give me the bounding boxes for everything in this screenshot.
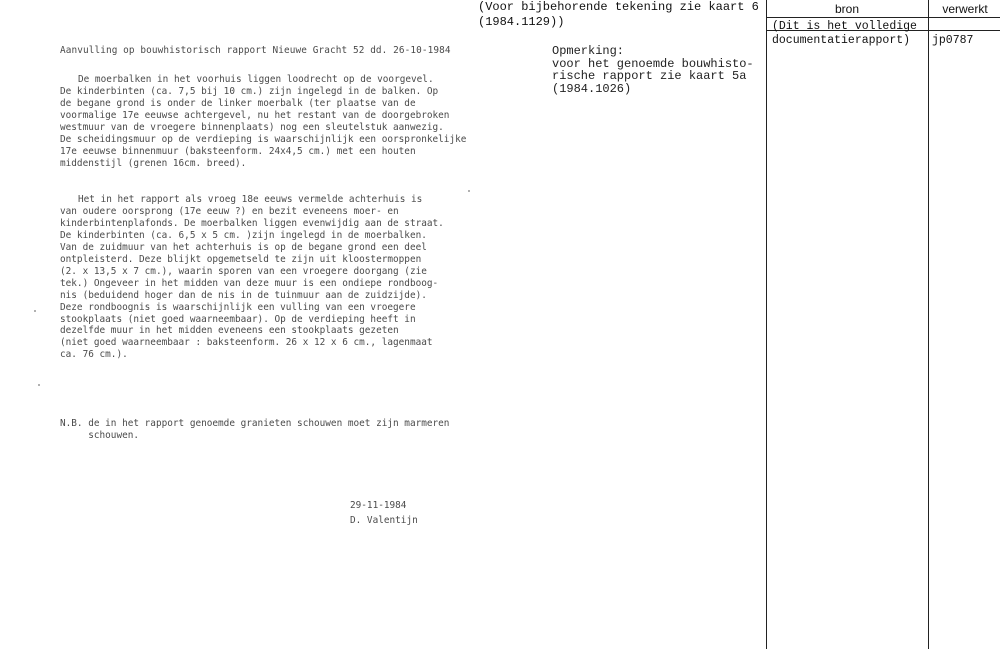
signature-name: D. Valentijn xyxy=(350,515,418,526)
report-title: Aanvulling op bouwhistorisch rapport Nieuwe Gracht 52 dd. 26-10-1984 xyxy=(60,45,451,56)
header-rule-top xyxy=(766,17,1000,18)
remark-line: voor het genoemde bouwhisto- xyxy=(552,56,754,71)
verwerkt-header: verwerkt xyxy=(942,2,988,16)
remark-line: (1984.1026) xyxy=(552,81,632,96)
drawing-reference-note xyxy=(478,0,768,30)
bron-header: bron xyxy=(834,2,860,16)
signature-block xyxy=(350,498,418,528)
text-line: tek.) Ongeveer in het midden van deze muur is een ondiepe rondboog- xyxy=(60,277,439,289)
remark-block xyxy=(552,45,754,95)
text-line: Van de zuidmuur van het achterhuis is op de begane grond een deel xyxy=(60,241,427,253)
text-line: Deze rondboognis is waarschijnlijk een vulling van een vroegere xyxy=(60,301,416,313)
verwerkt-value: jp0787 xyxy=(932,34,974,47)
scan-speck xyxy=(468,190,470,192)
bron-line-1: (Dit is het volledige xyxy=(772,20,917,33)
text-line: ontpleisterd. Deze blijkt opgemetseld te zijn uit kloostermoppen xyxy=(60,253,422,265)
text-line: De kinderbinten (ca. 6,5 x 5 cm. )zijn ingelegd in de moerbalken. xyxy=(60,229,427,241)
text-line: De kinderbinten (ca. 7,5 bij 10 cm.) zijn ingelegd in de balken. Op xyxy=(60,85,439,97)
text-line: schouwen. xyxy=(60,429,140,441)
text-line: van oudere oorsprong (17e eeuw ?) en bezit eveneens moer- en xyxy=(60,205,399,217)
column-divider-right xyxy=(928,0,929,649)
scan-speck xyxy=(34,310,36,312)
paragraph-front-house xyxy=(60,74,466,170)
text-line: nis (beduidend hoger dan de nis in de tuinmuur aan de zuidzijde). xyxy=(60,289,427,301)
signature-date: 29-11-1984 xyxy=(350,500,407,511)
remark-line: rische rapport zie kaart 5a xyxy=(552,69,747,83)
scan-speck xyxy=(38,384,40,386)
text-line: middenstijl (grenen 16cm. breed). xyxy=(60,157,247,169)
paragraph-rear-house xyxy=(60,194,444,361)
text-line: westmuur van de vroegere binnenplaats) nog een sleutelstuk aanwezig. xyxy=(60,121,444,133)
remark-heading: Opmerking: xyxy=(552,44,625,58)
text-line: N.B. de in het rapport genoemde granieten schouwen moet zijn marmeren xyxy=(60,418,450,429)
text-line: De moerbalken in het voorhuis liggen loodrecht op de voorgevel. xyxy=(78,74,434,85)
column-divider-left xyxy=(766,0,767,649)
text-line: dezelfde muur in het midden eveneens een stookplaats gezeten xyxy=(60,325,399,337)
text-line: (2. x 13,5 x 7 cm.), waarin sporen van een vroegere doorgang (zie xyxy=(60,265,427,277)
text-line: De scheidingsmuur op de verdieping is waarschijnlijk een oorspronkelijke xyxy=(60,133,467,145)
text-line: voormalige 17e eeuwse achtergevel, nu het restant van de doorgebroken xyxy=(60,109,450,121)
text-line: de begane grond is onder de linker moerbalk (ter plaatse van de xyxy=(60,97,416,109)
text-line: (niet goed waarneembaar : baksteenform. 26 x 12 x 6 cm., lagenmaat xyxy=(60,337,433,349)
text-line: ca. 76 cm.). xyxy=(60,349,128,361)
text-line: stookplaats (niet goed waarneembaar). Op de verdieping heeft in xyxy=(60,313,416,325)
bron-value xyxy=(772,20,932,48)
text-line: kinderbintenplafonds. De moerbalken liggen evenwijdig aan de straat. xyxy=(60,217,444,229)
nb-note xyxy=(60,418,449,442)
bron-line-2: documentatierapport) xyxy=(772,34,911,47)
text-line: Het in het rapport als vroeg 18e eeuws vermelde achterhuis is xyxy=(78,194,423,205)
text-line: 17e eeuwse binnenmuur (baksteenform. 24x4,5 cm.) met een houten xyxy=(60,145,416,157)
drawing-reference-line-1: (Voor bijbehorende tekening zie kaart 6 xyxy=(478,0,759,14)
drawing-reference-line-2: (1984.1129)) xyxy=(478,15,565,29)
